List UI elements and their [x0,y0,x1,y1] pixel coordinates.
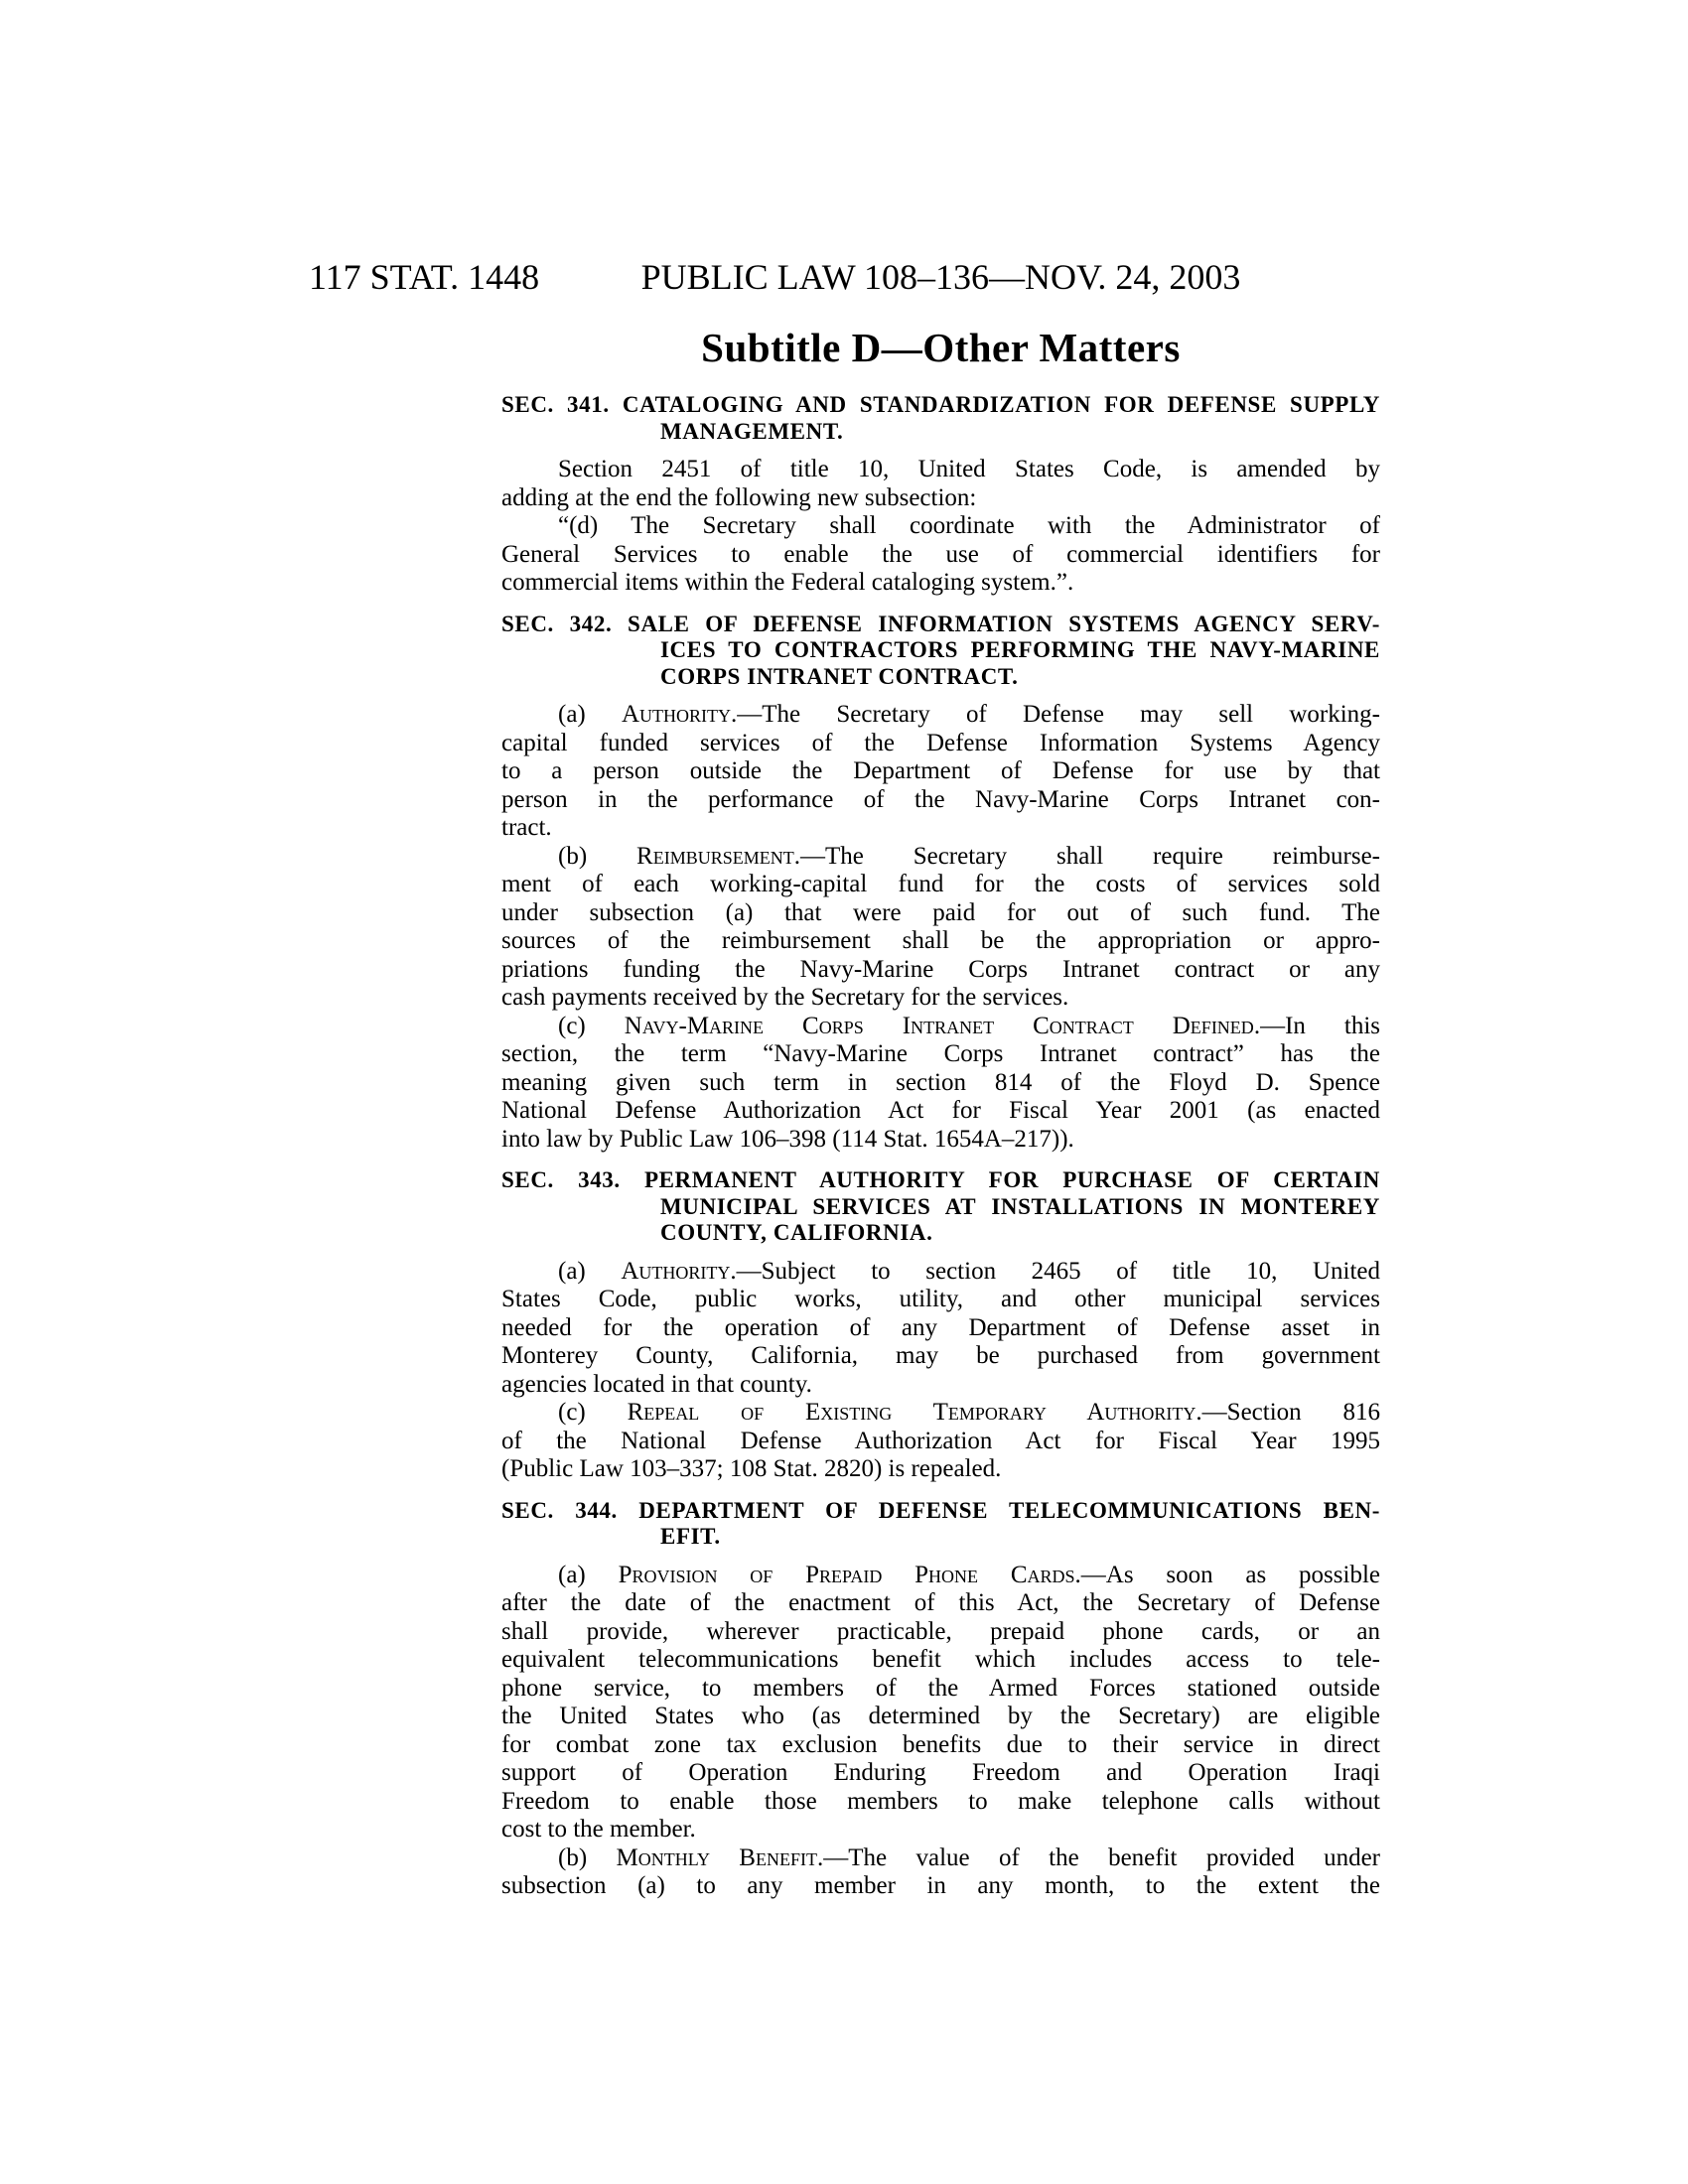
text-line [501,1675,1380,1704]
text-segment: .—The value of the benefit provided under [816,1843,1381,1871]
text-line [501,1314,1380,1343]
text-segment: .—The Secretary of Defense may sell working- [731,701,1381,728]
paragraph [501,843,1380,1013]
text-segment: adding at the end the following new subsection: [501,483,977,511]
text-line [501,843,1380,872]
text-segment: support of Operation Enduring Freedom and Operation Iraqi [501,1759,1380,1786]
text-segment: (a) [558,1561,619,1588]
section-heading-line: SEC. 341. CATALOGING AND STANDARDIZATION FOR DEFENSE SUPPLY [501,392,1380,417]
text-segment: .—Subject to section 2465 of title 10, United [730,1257,1380,1285]
text-line [501,1703,1380,1731]
text-line [501,1816,1380,1844]
text-line [501,984,1380,1013]
text-line [501,1589,1380,1618]
section-343 [501,1167,1380,1484]
text-segment: tract. [501,814,552,841]
text-segment: section, the term “Navy-Marine Corps Intranet contract” has the [501,1040,1380,1067]
text-line [501,1759,1380,1788]
text-segment: under subsection (a) that were paid for out of such fund. The [501,898,1380,926]
small-caps-term: Monthly Benefit [616,1843,817,1871]
section-heading-line: SEC. 343. PERMANENT AUTHORITY FOR PURCHASE OF CERTAIN [501,1167,1380,1192]
text-segment: sources of the reimbursement shall be the appropriation or appro- [501,927,1380,954]
text-line [501,1646,1380,1675]
text-line [501,569,1380,598]
text-line [501,1258,1380,1287]
text-segment: Monterey County, California, may be purchased from government [501,1342,1380,1369]
paragraph [501,456,1380,512]
text-column [309,0,1381,1901]
text-segment: .—As soon as possible [1074,1561,1380,1588]
text-segment: Section 2451 of title 10, United States Code, is amended by [558,456,1380,482]
text-segment: States Code, public works, utility, and other municipal services [501,1286,1380,1312]
small-caps-term: Authority [621,1257,731,1285]
text-segment: National Defense Authorization Act for Fiscal Year 2001 (as enacted [501,1097,1380,1124]
small-caps-term: Provision of Prepaid Phone Cards [618,1561,1075,1588]
text-segment: capital funded services of the Defense Information Systems Agency [501,729,1380,756]
paragraph [501,1562,1380,1844]
text-segment: meaning given such term in section 814 of the Floyd D. Spence [501,1068,1380,1096]
text-segment: Freedom to enable those members to make telephone calls without [501,1787,1380,1815]
text-segment: commercial items within the Federal cataloging system.”. [501,569,1074,596]
text-line [501,1097,1380,1126]
text-line [501,1428,1380,1456]
section-heading-line: EFIT. [660,1524,721,1549]
text-line [501,1731,1380,1760]
section-heading-line: SEC. 342. SALE OF DEFENSE INFORMATION SYSTEMS AGENCY SERV- [501,611,1380,636]
text-line [501,484,1380,513]
text-line [501,1040,1380,1069]
section-heading-line: COUNTY, CALIFORNIA. [660,1220,933,1245]
text-segment: priations funding the Navy-Marine Corps Intranet contract or any [501,955,1380,983]
text-segment: shall provide, wherever practicable, prepaid phone cards, or an [501,1617,1380,1645]
text-line [501,956,1380,985]
sections [501,392,1380,1901]
text-line [501,512,1380,541]
text-segment: (b) [558,842,637,870]
stat-page-number: 117 STAT. 1448 [309,257,540,297]
paragraph [501,512,1380,598]
text-segment: .—The Secretary shall require reimburse- [793,842,1381,870]
text-line [501,701,1380,730]
text-segment: person in the performance of the Navy-Marine Corps Intranet con- [501,785,1380,813]
text-segment: (c) [558,1012,625,1039]
text-line [501,1342,1380,1371]
section-heading [501,392,1380,445]
small-caps-term: Repeal of Existing Temporary Authority [627,1399,1196,1426]
running-head [309,257,1380,297]
section-heading [501,1498,1380,1551]
law-header: PUBLIC LAW 108–136—NOV. 24, 2003 [640,257,1241,297]
text-segment: (a) [558,701,622,728]
paragraph [501,1258,1380,1400]
text-line [501,1399,1380,1428]
text-segment: “(d) The Secretary shall coordinate with the Administrator of [558,512,1380,539]
subtitle-heading: Subtitle D—Other Matters [701,325,1181,370]
text-line [501,899,1380,928]
section-342 [501,612,1380,1155]
text-segment: ment of each working-capital fund for the costs of services sold [501,871,1380,897]
text-segment: to a person outside the Department of Defense for use by that [501,757,1380,784]
text-line [501,541,1380,570]
text-line [501,757,1380,786]
text-line [501,1013,1380,1041]
section-heading-line: CORPS INTRANET CONTRACT. [660,663,1019,689]
paragraph [501,1013,1380,1155]
text-line [501,456,1380,484]
text-segment: phone service, to members of the Armed Forces stationed outside [501,1674,1380,1702]
section-341 [501,392,1380,598]
text-segment: after the date of the enactment of this Act, the Secretary of Defense [501,1589,1380,1616]
text-line [501,1371,1380,1400]
section-heading [501,1167,1380,1247]
section-heading-line: ICES TO CONTRACTORS PERFORMING THE NAVY-MARINE [660,637,1380,662]
text-line [501,1455,1380,1484]
text-line [501,786,1380,815]
small-caps-term: Authority [621,701,732,728]
text-segment: General Services to enable the use of commercial identifiers for [501,540,1380,568]
text-segment: for combat zone tax exclusion benefits due to their service in direct [501,1730,1380,1758]
text-segment: cash payments received by the Secretary for the services. [501,984,1069,1011]
text-line [501,730,1380,758]
text-segment: (c) [558,1399,628,1426]
text-segment: needed for the operation of any Department of Defense asset in [501,1313,1380,1341]
small-caps-term: Navy-Marine Corps Intranet Contract Defined [624,1012,1254,1039]
text-line [501,871,1380,899]
paragraph [501,701,1380,843]
text-segment: subsection (a) to any member in any month, to the extent the [501,1872,1380,1899]
text-segment: (a) [558,1257,622,1285]
paragraph [501,1844,1380,1901]
paragraph [501,1399,1380,1484]
text-segment: (Public Law 103–337; 108 Stat. 2820) is repealed. [501,1455,1002,1482]
text-line [501,927,1380,956]
text-line [501,1069,1380,1098]
section-heading-line: MANAGEMENT. [660,418,844,444]
text-segment: equivalent telecommunications benefit which includes access to tele- [501,1646,1380,1673]
text-line [501,1286,1380,1314]
text-segment: .—Section 816 [1196,1399,1381,1426]
small-caps-term: Reimbursement [636,842,794,870]
section-heading [501,612,1380,691]
text-segment: of the National Defense Authorization Act for Fiscal Year 1995 [501,1427,1380,1454]
text-segment: (b) [558,1843,617,1871]
section-heading-line: SEC. 344. DEPARTMENT OF DEFENSE TELECOMMUNICATIONS BEN- [501,1497,1380,1523]
text-line [501,1562,1380,1590]
text-line [501,814,1380,843]
section-heading-line: MUNICIPAL SERVICES AT INSTALLATIONS IN MONTEREY [660,1193,1380,1219]
text-line [501,1126,1380,1155]
text-line [501,1844,1380,1873]
text-segment: .—In this [1253,1012,1381,1039]
text-segment: into law by Public Law 106–398 (114 Stat. 1654A–217)). [501,1125,1074,1153]
text-segment: agencies located in that county. [501,1370,812,1398]
text-segment: the United States who (as determined by the Secretary) are eligible [501,1703,1380,1729]
text-segment: cost to the member. [501,1816,696,1843]
text-line [501,1788,1380,1817]
section-344 [501,1498,1380,1901]
text-line [501,1872,1380,1901]
text-line [501,1618,1380,1647]
